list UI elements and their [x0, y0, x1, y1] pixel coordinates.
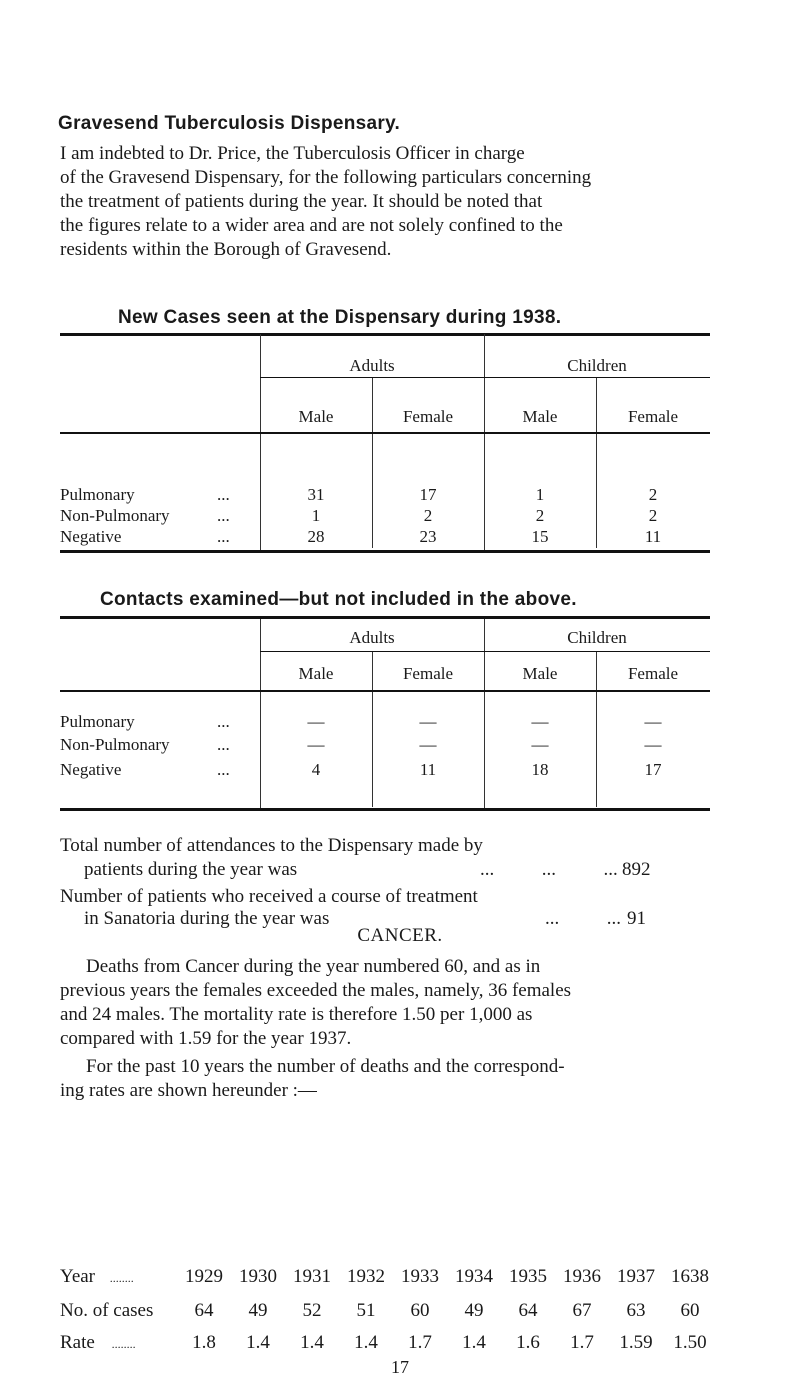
rate-cell: 1.4: [300, 1332, 324, 1353]
stat-dots: ... ... ...: [480, 859, 618, 880]
table-cell: 23: [419, 527, 437, 546]
year-row-label: [60, 1300, 153, 1322]
table-cell: —: [531, 735, 549, 754]
stat-value: 91: [627, 908, 646, 929]
cancer-line: ing rates are shown hereunder :—: [60, 1080, 317, 1101]
row-dots: ...: [217, 485, 230, 504]
row-dots: ...: [217, 712, 230, 731]
year-cell: 1933: [401, 1266, 439, 1287]
table-cell: 31: [307, 485, 325, 504]
adult-male-header: Male: [298, 407, 334, 426]
stat-line: in Sanatoria during the year was: [84, 908, 330, 929]
intro-line: the figures relate to a wider area and are not solely confined to the: [60, 215, 563, 236]
child-female-header: Female: [627, 664, 679, 683]
year-cell: 1929: [185, 1266, 223, 1287]
rate-cell: 1.50: [673, 1332, 707, 1353]
rate-cell: 1.4: [462, 1332, 486, 1353]
row-dots: ........: [111, 1337, 136, 1351]
table-cell: 1: [311, 506, 321, 525]
cases-cell: 60: [410, 1300, 430, 1321]
row-dots: ...: [217, 735, 230, 754]
cancer-paragraph: [60, 955, 712, 1051]
table-cell: 11: [644, 527, 662, 546]
cancer-line: previous years the females exceeded the males, namely, 36 females: [60, 980, 572, 1001]
cancer-line: compared with 1.59 for the year 1937.: [60, 1028, 352, 1049]
cases-cell: 52: [302, 1300, 322, 1321]
children-header: Children: [567, 356, 627, 375]
adults-header: Adults: [349, 628, 395, 647]
cancer-heading: CANCER.: [357, 925, 443, 946]
rate-cell: 1.59: [619, 1332, 653, 1353]
intro-paragraph: [60, 142, 712, 262]
table-cell: 2: [535, 506, 545, 525]
row-label: Pulmonary: [60, 712, 135, 731]
table-cell: —: [644, 735, 662, 754]
table-cell: 17: [419, 485, 437, 504]
stat-value: 892: [622, 859, 651, 880]
year-cell: 1934: [455, 1266, 493, 1287]
cases-cell: 60: [680, 1300, 700, 1321]
cases-cell: 63: [626, 1300, 646, 1321]
year-cell: 1930: [239, 1266, 277, 1287]
intro-line: the treatment of patients during the year. It should be noted that: [60, 191, 543, 212]
cases-cell: 51: [356, 1300, 376, 1321]
table-cell: 4: [311, 760, 321, 779]
row-label: Negative: [60, 760, 122, 779]
cancer-line: For the past 10 years the number of deaths and the correspond-: [86, 1056, 565, 1077]
table-cell: —: [307, 735, 325, 754]
adult-male-header: Male: [298, 664, 334, 683]
row-label: Non-Pulmonary: [60, 735, 170, 754]
table-cell: —: [419, 712, 437, 731]
intro-line: residents within the Borough of Gravesend.: [60, 239, 392, 260]
intro-line: of the Gravesend Dispensary, for the following particulars concerning: [60, 167, 592, 188]
page-number: 17: [391, 1357, 409, 1377]
children-header: Children: [567, 628, 627, 647]
stat-dots: ... ...: [545, 908, 621, 929]
table-cell: 2: [648, 506, 658, 525]
cancer-line: and 24 males. The mortality rate is therefore 1.50 per 1,000 as: [60, 1004, 533, 1025]
new-cases-table-title: New Cases seen at the Dispensary during 1938.: [118, 307, 562, 328]
year-cell: 1931: [293, 1266, 331, 1287]
stat-line: patients during the year was: [84, 859, 298, 880]
adults-header: Adults: [349, 356, 395, 375]
cases-cell: 64: [194, 1300, 214, 1321]
table-cell: 2: [648, 485, 658, 504]
table-cell: 15: [531, 527, 549, 546]
adult-female-header: Female: [402, 664, 454, 683]
cases-cell: 64: [518, 1300, 538, 1321]
year-cell: 1936: [563, 1266, 601, 1287]
table-cell: 1: [535, 485, 545, 504]
row-dots: ........: [109, 1271, 134, 1285]
contacts-table-title: Contacts examined—but not included in the above.: [100, 589, 577, 610]
row-dots: ...: [217, 506, 230, 525]
table-cell: 11: [419, 760, 437, 779]
rate-cell: 1.7: [408, 1332, 432, 1353]
page-title: Gravesend Tuberculosis Dispensary.: [58, 113, 401, 134]
year-row-label: [60, 1332, 136, 1354]
row-dots: ...: [217, 527, 230, 546]
row-label: No. of cases: [60, 1300, 154, 1321]
table-cell: 2: [423, 506, 433, 525]
row-label: Non-Pulmonary: [60, 506, 170, 525]
rate-cell: 1.4: [246, 1332, 270, 1353]
year-cell: 1932: [347, 1266, 385, 1287]
cancer-paragraph-2: [60, 1055, 712, 1103]
year-cell: 1638: [671, 1266, 709, 1287]
child-male-header: Male: [522, 407, 558, 426]
table-cell: —: [419, 735, 437, 754]
row-dots: ...: [217, 760, 230, 779]
rate-cell: 1.8: [192, 1332, 216, 1353]
child-female-header: Female: [627, 407, 679, 426]
cases-cell: 49: [464, 1300, 484, 1321]
stat-line: Number of patients who received a course of treatment: [60, 886, 478, 907]
table-cell: —: [531, 712, 549, 731]
rate-cell: 1.6: [516, 1332, 540, 1353]
cases-cell: 49: [248, 1300, 268, 1321]
table-cell: 18: [531, 760, 549, 779]
intro-line: I am indebted to Dr. Price, the Tuberculosis Officer in charge: [60, 143, 525, 164]
table-cell: 28: [307, 527, 325, 546]
child-male-header: Male: [522, 664, 558, 683]
row-label: Rate: [60, 1332, 95, 1353]
row-label: Negative: [60, 527, 122, 546]
table-cell: 17: [644, 760, 662, 779]
adult-female-header: Female: [402, 407, 454, 426]
row-label: Year: [60, 1266, 96, 1287]
year-cell: 1935: [509, 1266, 547, 1287]
year-row-label: [60, 1266, 134, 1288]
cancer-line: Deaths from Cancer during the year numbered 60, and as in: [86, 956, 541, 977]
year-cell: 1937: [617, 1266, 655, 1287]
table-cell: —: [644, 712, 662, 731]
cases-cell: 67: [572, 1300, 592, 1321]
table-cell: —: [307, 712, 325, 731]
rate-cell: 1.7: [570, 1332, 594, 1353]
stat-line: Total number of attendances to the Dispensary made by: [60, 835, 483, 856]
row-label: Pulmonary: [60, 485, 135, 504]
rate-cell: 1.4: [354, 1332, 378, 1353]
